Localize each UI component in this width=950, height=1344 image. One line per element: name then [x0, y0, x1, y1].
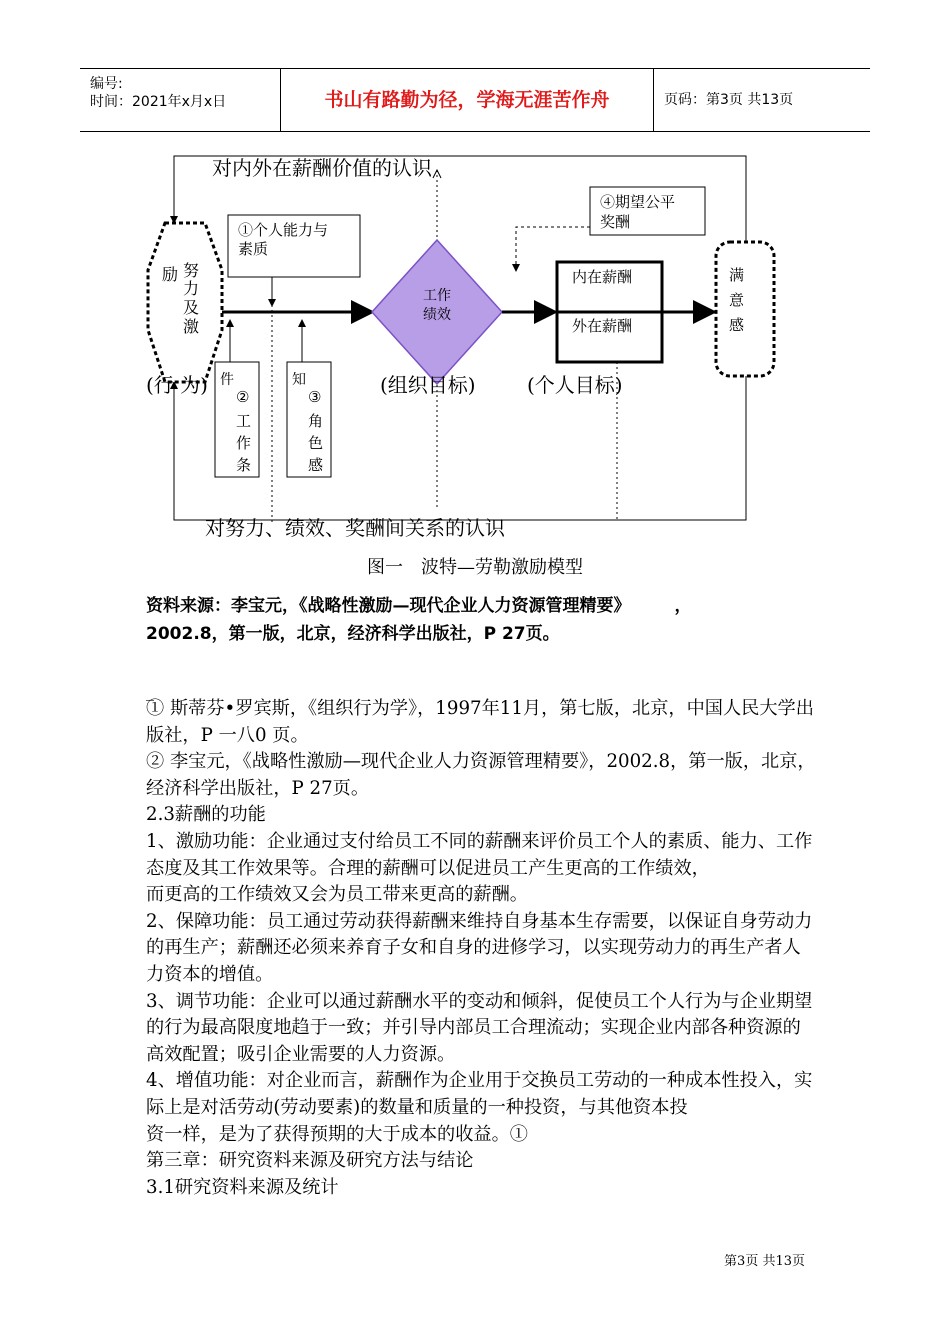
time-label: 时间：2021年x月x日	[90, 94, 227, 110]
page-footer: 第3页 共13页	[724, 1254, 805, 1269]
body-text	[146, 696, 816, 1201]
equity-label-line1: ④期望公平	[600, 193, 676, 211]
footnote-separator: _	[146, 682, 154, 701]
paragraph: 2、保障功能：员工通过劳动获得薪酬来维持自身基本生存需要，以保证自身劳动力的再生产；薪酬还必须来养育子女和自身的进修学习，以实现劳动力的再生产者人力资本的增值。	[146, 910, 813, 985]
paragraph: 而更高的工作绩效又会为员工带来更高的薪酬。	[146, 884, 528, 906]
performance-label-1: 工作	[423, 288, 451, 304]
source-note	[146, 592, 826, 648]
conditions-char-2: 工	[236, 412, 252, 430]
ability-label-line1: ①个人能力与	[238, 221, 329, 239]
satisfaction-char-1: 意	[729, 291, 745, 309]
conditions-char-3: 作	[236, 434, 252, 452]
bottom-label: 对努力、绩效、奖酬间关系的认识	[205, 516, 505, 540]
personal-goal-label: (个人目标)	[527, 373, 623, 397]
performance-label-2: 绩效	[423, 307, 451, 323]
conditions-char-4: 条	[236, 456, 252, 474]
source-line1: 资料来源：李宝元，《战略性激励—现代企业人力资源管理精要》	[146, 596, 631, 616]
section-heading: 2.3薪酬的功能	[146, 804, 266, 826]
behavior-label: (行 为)	[146, 373, 208, 397]
conditions-char-0: 件	[220, 372, 234, 388]
role-char-4: 感	[308, 456, 324, 474]
figure-caption: 图一 波特—劳勒激励模型	[367, 557, 583, 578]
org-goal-label: (组织目标)	[380, 373, 476, 397]
paragraph: 1、激励功能：企业通过支付给员工不同的薪酬来评价员工个人的素质、能力、工作态度及其工作效果等。合理的薪酬可以促进员工产生更高的工作绩效，	[146, 830, 813, 879]
paragraph: ① 斯蒂芬•罗宾斯，《组织行为学》，1997年11月，第七版，北京，中国人民大学出版社，P 一八0 页。	[146, 698, 814, 746]
chapter-heading: 第三章：研究资料来源及研究方法与结论	[146, 1150, 474, 1172]
effort-char-4: 激	[183, 317, 200, 336]
paragraph: 3、调节功能：企业可以通过薪酬水平的变动和倾斜，促使员工个人行为与企业期望的行为最高限度地趋于一致；并引导内部员工合理流动；实现企业内部各种资源的高效配置；吸引企业需要的人力资源。	[146, 990, 813, 1065]
role-char-0: 知	[292, 372, 306, 388]
equity-label-line2: 奖酬	[600, 213, 631, 231]
satisfaction-char-2: 感	[729, 316, 745, 334]
effort-char-2: 力	[183, 279, 200, 298]
role-char-1: ③	[308, 388, 322, 406]
ability-label-line2: 素质	[238, 240, 269, 258]
satisfaction-box	[716, 242, 774, 376]
role-char-2: 角	[308, 412, 324, 430]
number-label: 编号:	[90, 76, 123, 92]
paragraph: 资一样，是为了获得预期的大于成本的收益。①	[146, 1123, 528, 1145]
source-line1-tail: ，	[674, 596, 692, 616]
bottom-feedback-line	[174, 376, 746, 520]
section-heading: 3.1研究资料来源及统计	[146, 1176, 339, 1198]
header-meta	[80, 69, 280, 131]
conditions-char-1: ②	[236, 388, 250, 406]
paragraph: ② 李宝元，《战略性激励—现代企业人力资源管理精要》，2002.8，第一版，北京，经济科学出版社，P 27页。	[146, 751, 816, 799]
top-label: 对内外在薪酬价值的认识	[212, 156, 432, 180]
role-char-3: 色	[308, 434, 324, 452]
page-header	[80, 68, 870, 132]
extrinsic-label: 外在薪酬	[572, 317, 633, 335]
paragraph: 4、增值功能：对企业而言，薪酬作为企业用于交换员工劳动的一种成本性投入，实际上是对活劳动(劳动要素)的数量和质量的一种投资，与其他资本投	[146, 1070, 813, 1118]
effort-char-3: 及	[183, 298, 200, 317]
intrinsic-label: 内在薪酬	[572, 268, 633, 286]
header-motto: 书山有路勤为径，学海无涯苦作舟	[280, 69, 654, 131]
header-page-label: 页码：第3页 共13页	[664, 92, 794, 108]
source-line2: 2002.8，第一版，北京，经济科学出版社，P 27页。	[146, 624, 560, 644]
satisfaction-char-0: 满	[729, 266, 745, 284]
porter-lawler-diagram	[0, 130, 950, 600]
effort-char-0: 励	[162, 265, 179, 284]
effort-char-1: 努	[183, 261, 200, 280]
